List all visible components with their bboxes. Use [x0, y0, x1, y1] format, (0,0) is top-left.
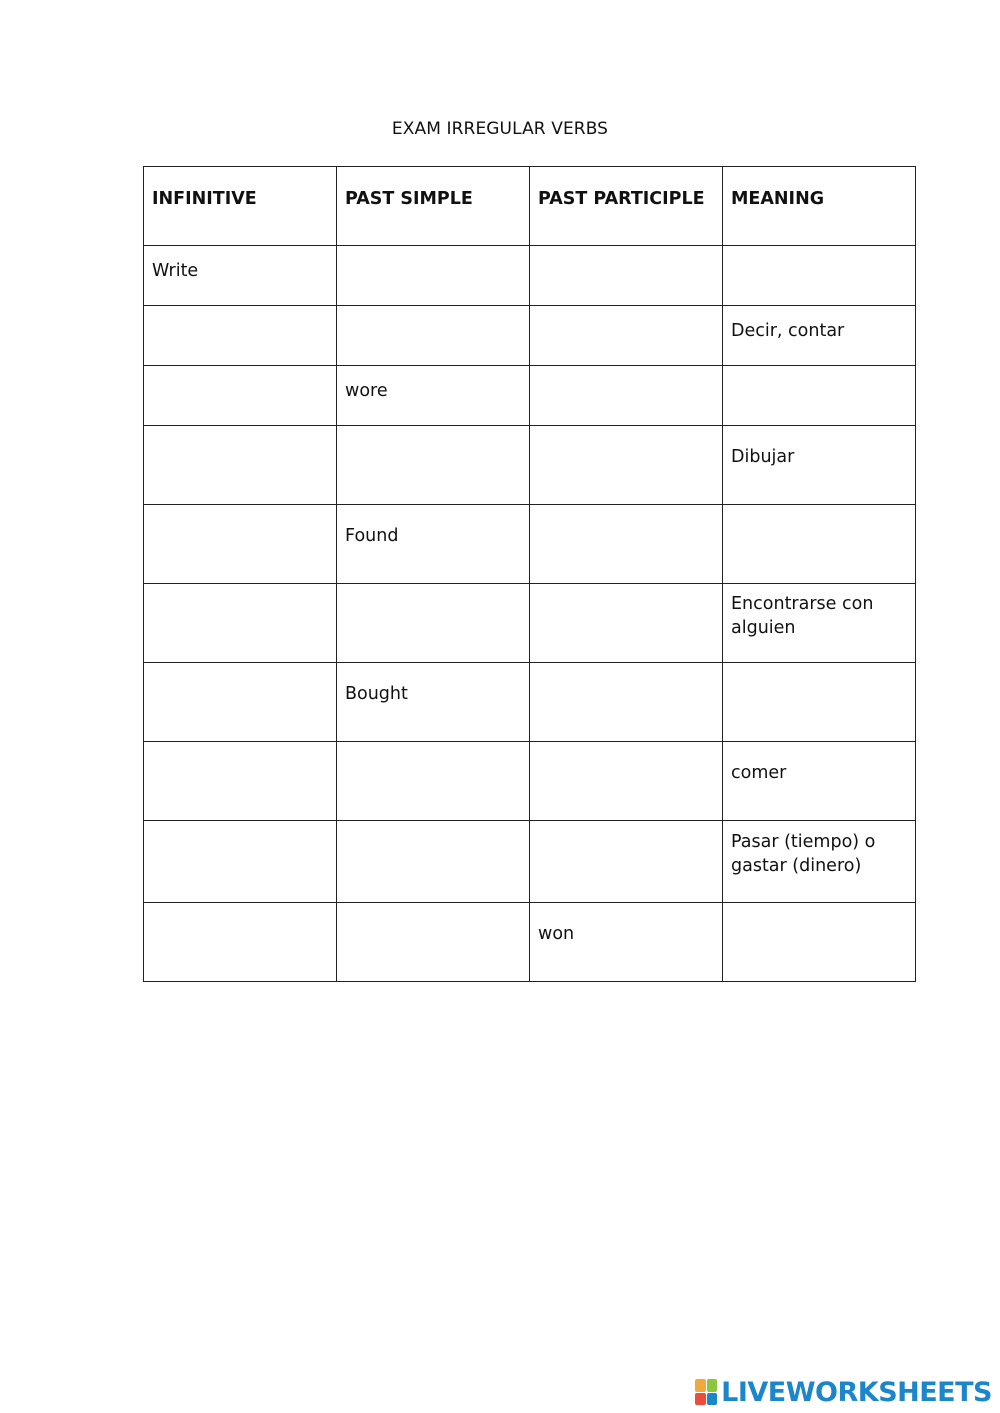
cell-past-participle[interactable]: [530, 306, 723, 366]
table-row: [144, 306, 916, 366]
cell-past-simple[interactable]: [337, 584, 530, 663]
cell-infinitive[interactable]: [144, 366, 337, 426]
cell-meaning[interactable]: comer: [723, 742, 916, 821]
cell-past-simple[interactable]: [337, 426, 530, 505]
cell-past-simple[interactable]: [337, 821, 530, 903]
cell-meaning[interactable]: Pasar (tiempo) o gastar (dinero): [723, 821, 916, 903]
cell-meaning[interactable]: Decir, contar: [723, 306, 916, 366]
cell-past-participle[interactable]: [530, 426, 723, 505]
table-row: [144, 246, 916, 306]
document-title: EXAM IRREGULAR VERBS: [391, 119, 609, 139]
header-meaning: MEANING: [723, 167, 916, 246]
table-row: [144, 821, 916, 903]
cell-past-participle[interactable]: won: [530, 903, 723, 982]
table-header-row: [144, 167, 916, 246]
cell-past-participle[interactable]: [530, 366, 723, 426]
cell-infinitive[interactable]: Write: [144, 246, 337, 306]
cell-infinitive[interactable]: [144, 426, 337, 505]
cell-past-simple[interactable]: Bought: [337, 663, 530, 742]
liveworksheets-brand: [695, 1377, 992, 1407]
table-row: [144, 426, 916, 505]
header-infinitive: INFINITIVE: [144, 167, 337, 246]
cell-meaning[interactable]: [723, 505, 916, 584]
cell-past-simple[interactable]: Found: [337, 505, 530, 584]
cell-meaning[interactable]: [723, 903, 916, 982]
cell-infinitive[interactable]: [144, 663, 337, 742]
cell-past-simple[interactable]: [337, 246, 530, 306]
cell-past-participle[interactable]: [530, 742, 723, 821]
table-row: [144, 505, 916, 584]
cell-past-participle[interactable]: [530, 505, 723, 584]
cell-meaning[interactable]: Encontrarse con alguien: [723, 584, 916, 663]
cell-infinitive[interactable]: [144, 584, 337, 663]
cell-past-participle[interactable]: [530, 821, 723, 903]
cell-past-participle[interactable]: [530, 663, 723, 742]
cell-infinitive[interactable]: [144, 821, 337, 903]
header-past-simple: PAST SIMPLE: [337, 167, 530, 246]
cell-meaning[interactable]: [723, 246, 916, 306]
cell-infinitive[interactable]: [144, 306, 337, 366]
cell-infinitive[interactable]: [144, 742, 337, 821]
cell-past-simple[interactable]: wore: [337, 366, 530, 426]
cell-past-simple[interactable]: [337, 306, 530, 366]
table-row: [144, 366, 916, 426]
verbs-table: [143, 166, 916, 982]
cell-meaning[interactable]: [723, 366, 916, 426]
cell-past-simple[interactable]: [337, 742, 530, 821]
cell-past-participle[interactable]: [530, 584, 723, 663]
table-row: [144, 584, 916, 663]
cell-infinitive[interactable]: [144, 505, 337, 584]
header-past-participle: PAST PARTICIPLE: [530, 167, 723, 246]
table-row: [144, 903, 916, 982]
brand-name: LIVEWORKSHEETS: [721, 1376, 992, 1408]
cell-meaning[interactable]: [723, 663, 916, 742]
cell-meaning[interactable]: Dibujar: [723, 426, 916, 505]
table-row: [144, 742, 916, 821]
cell-infinitive[interactable]: [144, 903, 337, 982]
cell-past-simple[interactable]: [337, 903, 530, 982]
liveworksheets-logo-icon: [695, 1379, 717, 1405]
table-row: [144, 663, 916, 742]
cell-past-participle[interactable]: [530, 246, 723, 306]
